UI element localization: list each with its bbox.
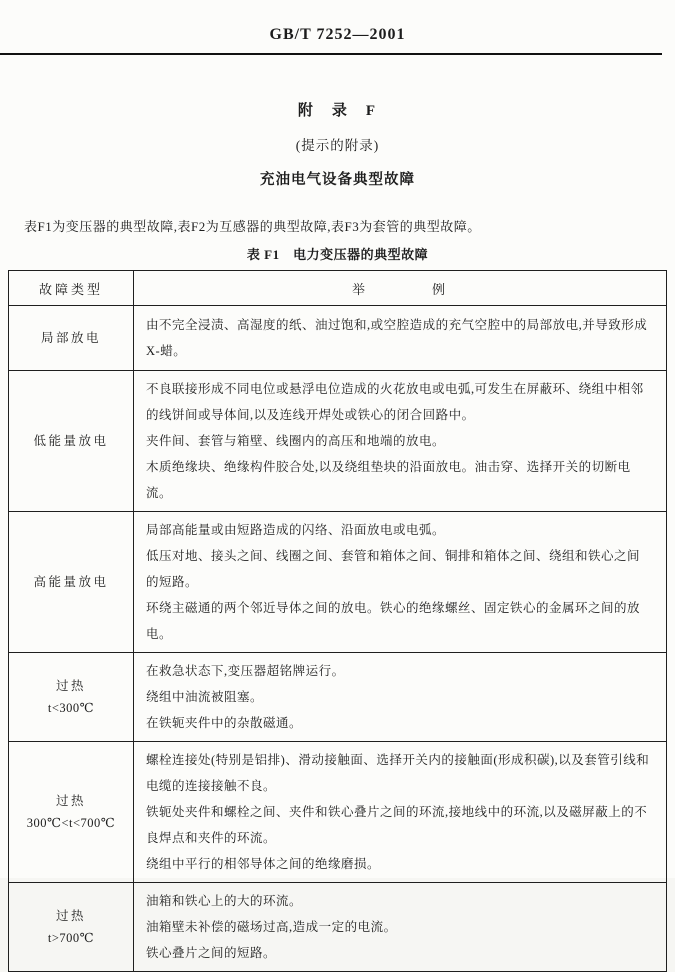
example-line: 螺栓连接处(特别是铝排)、滑动接触面、选择开关内的接触面(形成积碳),以及套管引线和电缆的连接接触不良。 xyxy=(146,753,650,793)
fault-type-condition: t<300℃ xyxy=(47,701,95,715)
appendix-title: 附 录 F xyxy=(297,103,378,119)
example-line: 油箱壁未补偿的磁场过高,造成一定的电流。 xyxy=(146,920,397,934)
example-line: 低压对地、接头之间、线圈之间、套管和箱体之间、铜排和箱体之间、绕组和铁心之间的短路。 xyxy=(146,549,641,589)
example-line: 油箱和铁心上的大的环流。 xyxy=(146,894,303,908)
fault-type-cell xyxy=(9,653,134,742)
col-header-example: 举 例 xyxy=(134,271,667,306)
example-line: 夹件间、套管与箱壁、线圈内的高压和地端的放电。 xyxy=(146,434,446,448)
example-line: 在救急状态下,变压器超铭牌运行。 xyxy=(146,664,345,678)
fault-type-condition: 300℃<t<700℃ xyxy=(26,816,116,830)
example-line: 铁轭处夹件和螺栓之间、夹件和铁心叠片之间的环流,接地线中的环流,以及磁屏蔽上的不良焊点和夹件的环流。 xyxy=(146,805,648,845)
fault-type-cell xyxy=(9,883,134,972)
fault-type-cell xyxy=(9,306,134,371)
example-line: 在铁轭夹件中的杂散磁通。 xyxy=(146,716,303,730)
standard-number: GB/T 7252—2001 xyxy=(269,26,406,43)
example-line: 局部高能量或由短路造成的闪络、沿面放电或电弧。 xyxy=(146,523,446,537)
appendix-heading: 充油电气设备典型故障 xyxy=(260,172,415,188)
header-rule xyxy=(0,53,662,55)
fault-type-cell xyxy=(9,512,134,653)
table-caption: 表 F1 电力变压器的典型故障 xyxy=(246,247,429,262)
table-row xyxy=(9,512,667,653)
example-cell xyxy=(134,306,667,371)
fault-type-label: 低能量放电 xyxy=(33,434,109,448)
example-cell xyxy=(134,653,667,742)
table-row xyxy=(9,883,667,972)
appendix-subtitle: (提示的附录) xyxy=(295,138,380,153)
table-header-row xyxy=(9,271,667,306)
example-line: 由不完全浸渍、高湿度的纸、油过饱和,或空腔造成的充气空腔中的局部放电,并导致形成X-蜡。 xyxy=(146,318,648,358)
table-row xyxy=(9,742,667,883)
fault-type-cell xyxy=(9,371,134,512)
fault-type-label: 过热 xyxy=(55,794,86,808)
table-row xyxy=(9,306,667,371)
example-cell xyxy=(134,883,667,972)
fault-type-condition: t>700℃ xyxy=(47,931,95,945)
example-line: 不良联接形成不同电位或悬浮电位造成的火花放电或电弧,可发生在屏蔽环、绕组中相邻的线饼间或导体间,以及连线开焊处或铁心的闭合回路中。 xyxy=(146,382,644,422)
example-cell xyxy=(134,512,667,653)
example-line: 木质绝缘块、绝缘构件胶合处,以及绕组垫块的沿面放电。油击穿、选择开关的切断电流。 xyxy=(146,460,631,500)
col-header-fault-type: 故障类型 xyxy=(9,271,134,306)
table-row xyxy=(9,653,667,742)
example-line: 铁心叠片之间的短路。 xyxy=(146,946,277,960)
intro-paragraph: 表F1为变压器的典型故障,表F2为互感器的典型故障,表F3为套管的典型故障。 xyxy=(24,219,481,234)
fault-table xyxy=(8,270,667,972)
example-line: 环绕主磁通的两个邻近导体之间的放电。铁心的绝缘螺丝、固定铁心的金属环之间的放电。 xyxy=(146,601,641,641)
fault-type-label: 局部放电 xyxy=(40,331,101,345)
example-line: 绕组中平行的相邻导体之间的绝缘磨损。 xyxy=(146,857,381,871)
fault-type-label: 高能量放电 xyxy=(33,575,109,589)
fault-type-cell xyxy=(9,742,134,883)
example-line: 绕组中油流被阻塞。 xyxy=(146,690,264,704)
example-cell xyxy=(134,742,667,883)
fault-type-label: 过热 xyxy=(55,679,86,693)
fault-type-label: 过热 xyxy=(55,909,86,923)
table-row xyxy=(9,371,667,512)
example-cell xyxy=(134,371,667,512)
